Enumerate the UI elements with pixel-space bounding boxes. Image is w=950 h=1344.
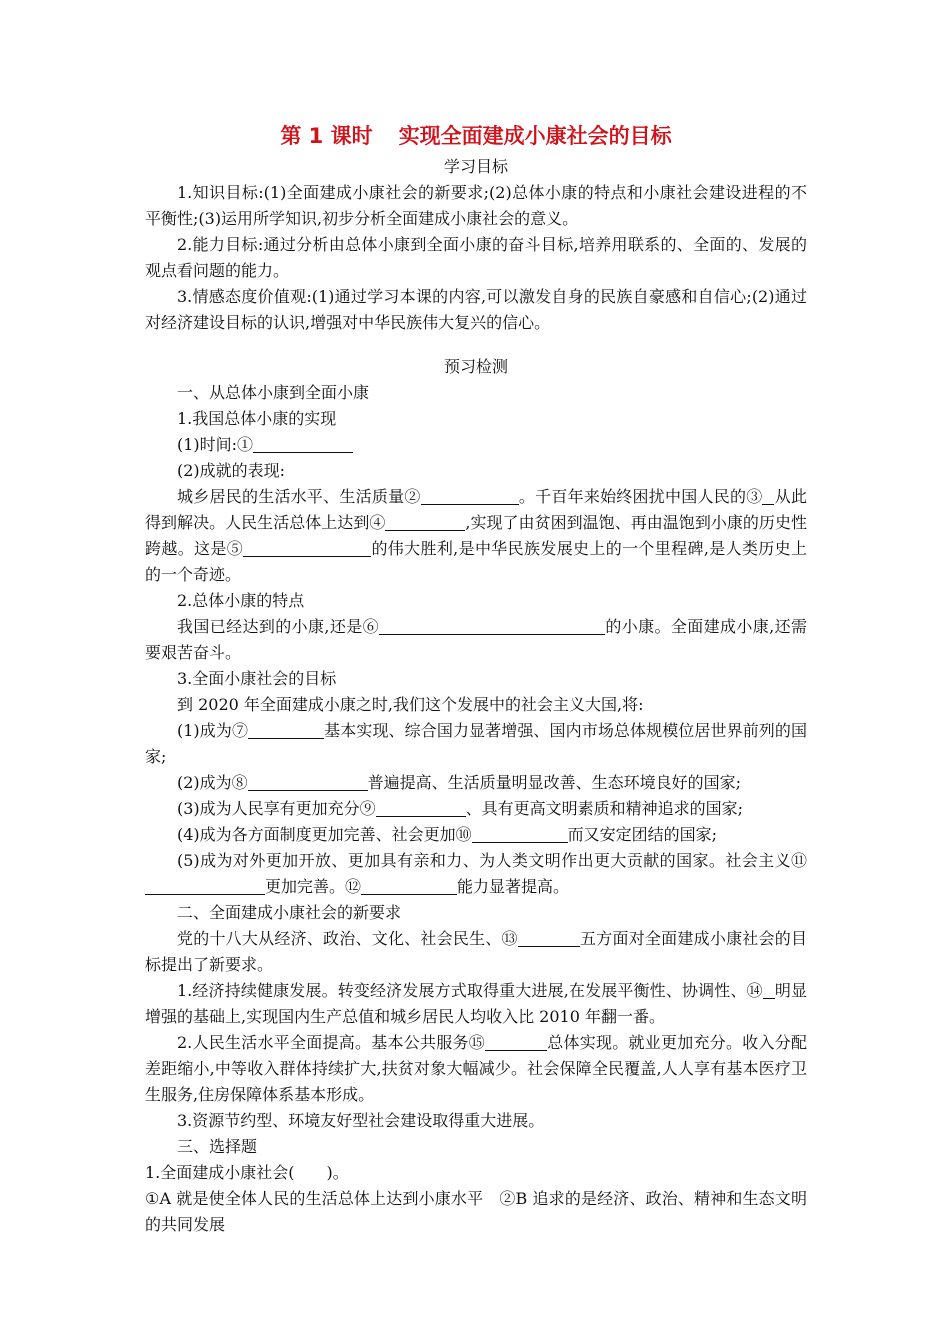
text-fragment: 普遍提高、生活质量明显改善、生态环境良好的国家; [367,773,742,792]
subsection-1-heading: 1.我国总体小康的实现 [177,409,337,428]
goal-intro: 到 2020 年全面建成小康之时,我们这个发展中的社会主义大国,将: [177,695,644,714]
ability-goal: 2.能力目标:通过分析由总体小康到全面小康的奋斗目标,培养用联系的、全面的、发展的观点看问题的能力。 [145,235,807,280]
document-page [145,118,807,1238]
text-fragment: 党的十八大从经济、政治、文化、社会民生、⑬ [177,929,518,948]
blank-1[interactable] [253,434,353,453]
section-3-heading: 三、选择题 [177,1137,258,1156]
blank-11[interactable] [145,876,265,895]
blank-14[interactable] [763,980,775,999]
subsection-3-heading: 3.全面小康社会的目标 [177,669,337,688]
blank-6[interactable] [379,616,605,635]
requirement-economy [145,978,807,1030]
knowledge-goal: 1.知识目标:(1)全面建成小康社会的新要求;(2)总体小康的特点和小康社会建设进程的不平衡性;(3)运用所学知识,初步分析全面建成小康社会的意义。 [145,183,807,228]
page-title [145,118,807,154]
text-fragment: 。千百年来始终困扰中国人民的③ [518,487,763,506]
text-fragment: (5)成为对外更加开放、更加具有亲和力、为人类文明作出更大贡献的国家。社会主义⑪ [177,851,807,870]
requirement-resources: 3.资源节约型、环境友好型社会建设取得重大进展。 [177,1111,545,1130]
achievement-label: (2)成就的表现: [177,461,286,480]
time-line [145,432,807,458]
blank-10[interactable] [472,824,568,843]
requirement-living [145,1030,807,1108]
text-fragment: 1.经济持续健康发展。转变经济发展方式取得重大进展,在发展平衡性、协调性、⑭ [177,981,763,1000]
question-1-options: ①A 就是使全体人民的生活总体上达到小康水平 ②B 追求的是经济、政治、精神和生态文明的共同发展 [145,1189,807,1234]
text-fragment: 明显增强的基础上,实现国内生产总值和城乡居民人均收入比 2010 年翻一番。 [145,981,807,1026]
blank-2[interactable] [421,486,519,505]
goal-item-1 [145,718,807,770]
attitude-goal: 3.情感态度价值观:(1)通过学习本课的内容,可以激发自身的民族自豪感和自信心;(2)通过对经济建设目标的认识,增强对中华民族伟大复兴的信心。 [145,287,807,332]
section-2-heading: 二、全面建成小康社会的新要求 [177,903,402,922]
goal-item-4 [145,822,807,848]
text-fragment: 而又安定团结的国家; [567,825,718,844]
title-lesson-name: 实现全面建成小康社会的目标 [398,124,672,148]
blank-12[interactable] [361,876,457,895]
subsection-2-heading: 2.总体小康的特点 [177,591,305,610]
blank-15[interactable] [485,1032,547,1051]
requirements-intro [145,926,807,978]
learning-goals-heading: 学习目标 [443,157,508,176]
text-fragment: 的小康。全面建成小康,还需要艰苦奋斗。 [145,617,807,662]
text-fragment: 我国已经达到的小康,还是⑥ [177,617,379,636]
text-fragment: 更加完善。⑫ [265,877,362,896]
text-fragment: 2.人民生活水平全面提高。基本公共服务⑮ [177,1033,485,1052]
text-fragment: 从此得到解决。人民生活总体上达到④ [145,487,807,532]
title-lesson-number: 第 1 课时 [280,124,373,148]
goal-item-2 [145,770,807,796]
text-fragment: 城乡居民的生活水平、生活质量② [177,487,421,506]
blank-7[interactable] [248,720,324,739]
text-fragment: (1)成为⑦ [177,721,249,740]
time-label: (1)时间:① [177,435,254,454]
text-fragment: 总体实现。就业更加充分。收入分配差距缩小,中等收入群体持续扩大,扶贫对象大幅减少。社会保障全民覆盖,人人享有基本医疗卫生服务,住房保障体系基本形成。 [145,1033,807,1104]
section-1-heading: 一、从总体小康到全面小康 [177,383,370,402]
text-fragment: 、具有更高文明素质和精神追求的国家; [465,799,744,818]
text-fragment: 五方面对全面建成小康社会的目标提出了新要求。 [145,929,807,974]
feature-paragraph [145,614,807,666]
text-fragment: 的伟大胜利,是中华民族发展史上的一个里程碑,是人类历史上的一个奇迹。 [145,539,807,584]
blank-5[interactable] [243,538,371,557]
preview-heading: 预习检测 [443,357,508,376]
blank-13[interactable] [518,928,580,947]
question-1: 1.全面建成小康社会( )。 [145,1163,349,1182]
text-fragment: 基本实现、综合国力显著增强、国内市场总体规模位居世界前列的国家; [145,721,807,766]
achievement-paragraph [145,484,807,588]
blank-3[interactable] [762,486,774,505]
blank-8[interactable] [248,772,368,791]
text-fragment: (4)成为各方面制度更加完善、社会更加⑩ [177,825,472,844]
text-fragment: ,实现了由贫困到温饱、再由温饱到小康的历史性跨越。这是⑤ [145,513,807,558]
goal-item-3 [145,796,807,822]
goal-item-5 [145,848,807,900]
text-fragment: 能力显著提高。 [457,877,570,896]
text-fragment: (2)成为⑧ [177,773,248,792]
blank-9[interactable] [376,798,466,817]
blank-4[interactable] [385,512,465,531]
text-fragment: (3)成为人民享有更加充分⑨ [177,799,376,818]
